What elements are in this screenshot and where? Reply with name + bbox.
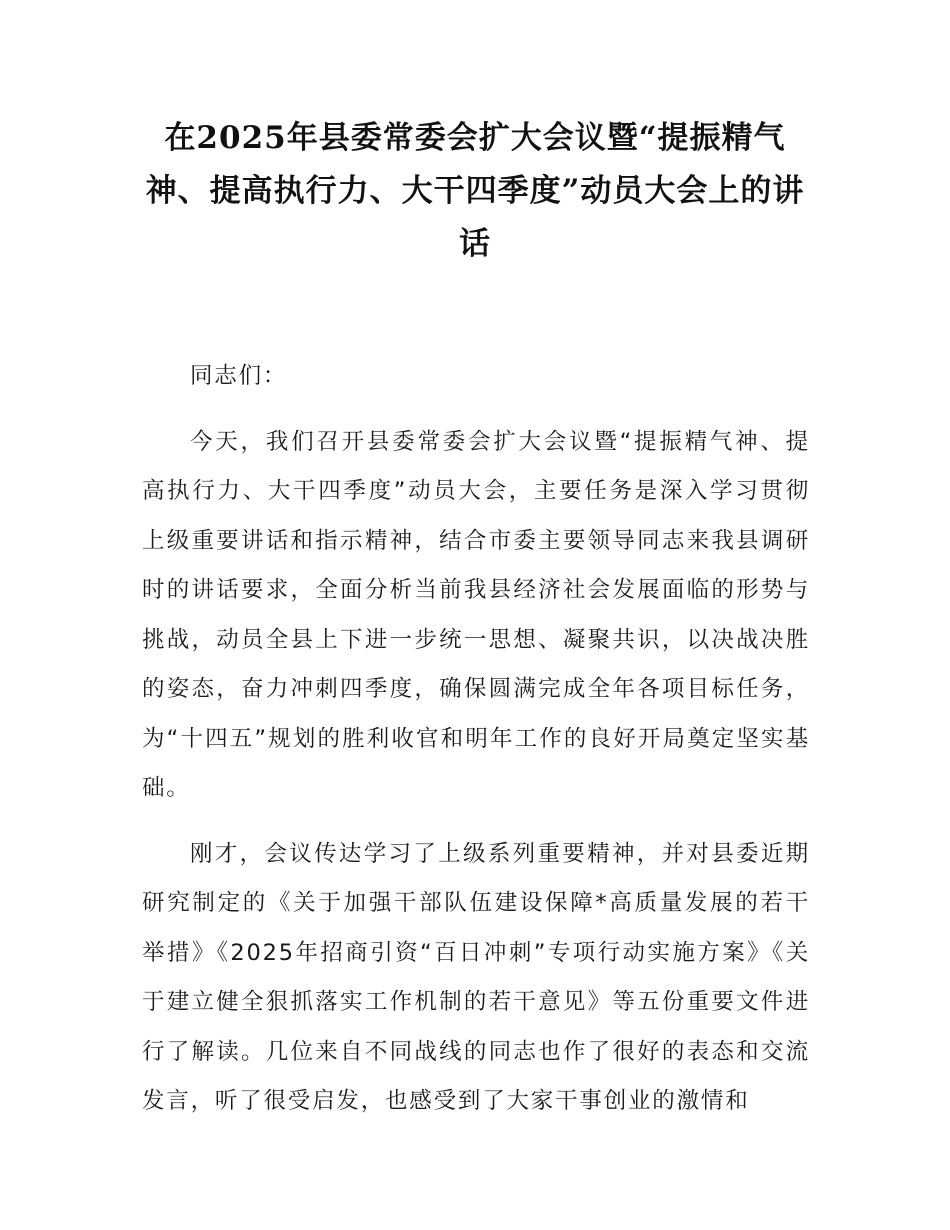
paragraph-intro: 今天，我们召开县委常委会扩大会议暨“提振精气神、提高执行力、大干四季度”动员大会，主要任务是深入学习贯彻上级重要讲话和指示精神，结合市委主要领导同志来我县调研时的讲话要求，全面分析当前我县经济社会发展面临的形势与挑战，动员全县上下进一步统一思想、凝聚共识，以决战决胜的姿态，奋力冲刺四季度，确保圆满完成全年各项目标任务，为“十四五”规划的胜利收官和明年工作的良好开局奠定坚实基础。	[142, 428, 810, 801]
document-title: 在2025年县委常委会扩大会议暨“提振精气神、提高执行力、大干四季度”动员大会上的讲话	[145, 120, 805, 262]
paragraph-review: 刚才，会议传达学习了上级系列重要精神，并对县委近期研究制定的《关于加强干部队伍建设保障*高质量发展的若干举措》《2025年招商引资“百日冲刺”专项行动实施方案》《关于建立健全狠抓落实工作机制的若干意见》等五份重要文件进行了解读。几位来自不同战线的同志也作了很好的表态和交流发言，听了很受启发，也感受到了大家干事创业的激情和	[142, 840, 810, 1114]
salutation: 同志们：	[190, 363, 288, 389]
document-body	[142, 352, 810, 1143]
